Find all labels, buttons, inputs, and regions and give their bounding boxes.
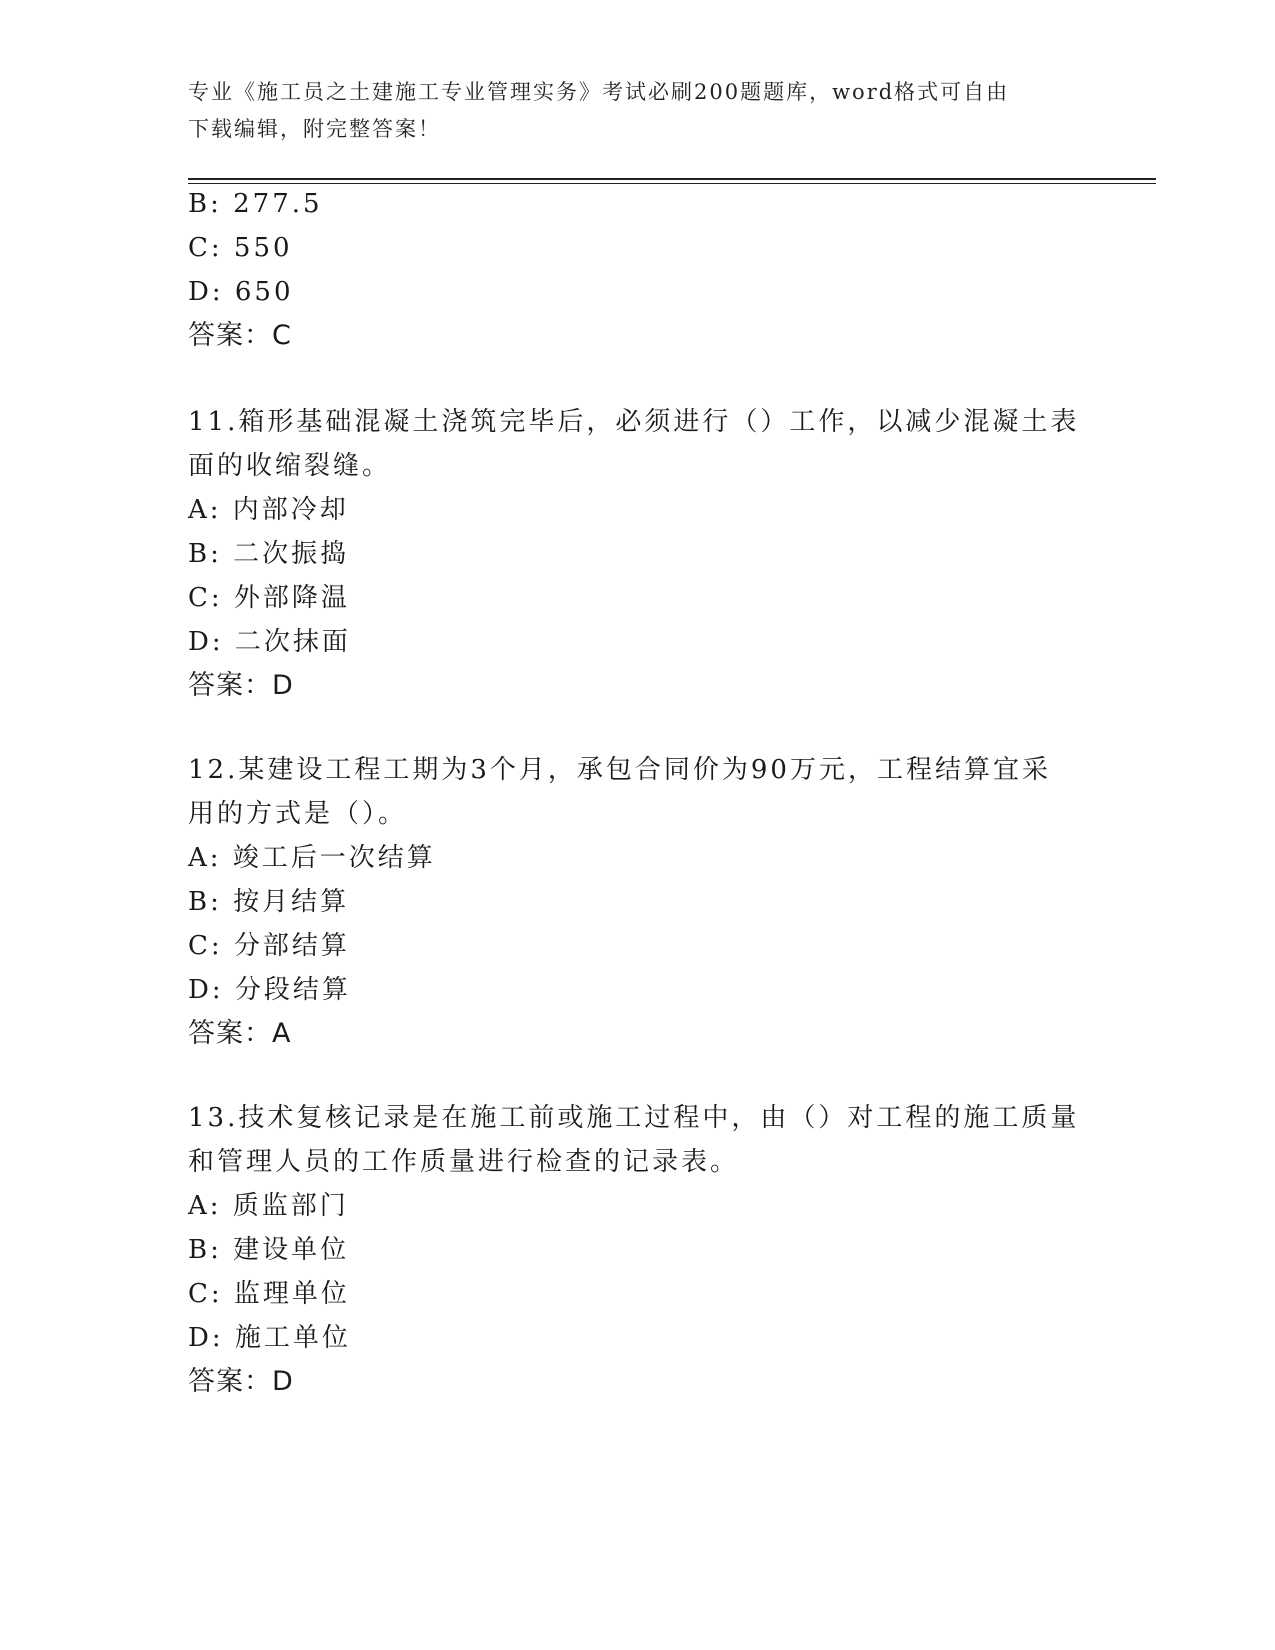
question-11-option-a: A: 内部冷却: [188, 495, 349, 525]
question-11-answer: 答案：D: [188, 670, 294, 701]
header-line-2: 下载编辑，附完整答案！: [188, 117, 441, 141]
question-11-line-1: 11.箱形基础混凝土浇筑完毕后，必须进行（）工作，以减少混凝土表: [188, 407, 1080, 437]
question-13-option-c: C: 监理单位: [188, 1279, 350, 1309]
question-11-line-2: 面的收缩裂缝。: [188, 451, 392, 481]
question-12-line-1: 12.某建设工程工期为3个月，承包合同价为90万元，工程结算宜采: [188, 755, 1051, 785]
header-divider-thin: [188, 183, 1156, 184]
question-12-option-c: C: 分部结算: [188, 931, 350, 961]
question-12-option-d: D: 分段结算: [188, 975, 351, 1005]
page-header: [188, 74, 1088, 148]
question-11-option-b: B: 二次振捣: [188, 539, 350, 569]
question-11-option-c: C: 外部降温: [188, 583, 350, 613]
question-13-option-b: B: 建设单位: [188, 1235, 350, 1265]
question-12-line-2: 用的方式是（）。: [188, 799, 408, 829]
question-13-line-2: 和管理人员的工作质量进行检查的记录表。: [188, 1147, 740, 1177]
header-divider: [188, 178, 1156, 180]
header-line-1: 专业《施工员之土建施工专业管理实务》考试必刷200题题库，word格式可自由: [188, 80, 1010, 104]
answer: 答案：C: [188, 320, 292, 351]
question-13-line-1: 13.技术复核记录是在施工前或施工过程中，由（）对工程的施工质量: [188, 1103, 1080, 1133]
option-d: D: 650: [188, 277, 294, 307]
question-12-answer: 答案：A: [188, 1018, 292, 1049]
question-11-option-d: D: 二次抹面: [188, 627, 351, 657]
question-13-option-d: D: 施工单位: [188, 1323, 351, 1353]
option-b: B: 277.5: [188, 189, 323, 219]
question-13-option-a: A: 质监部门: [188, 1191, 349, 1221]
question-13-answer: 答案：D: [188, 1366, 294, 1397]
option-c: C: 550: [188, 233, 293, 263]
question-12-option-b: B: 按月结算: [188, 887, 350, 917]
question-12-option-a: A: 竣工后一次结算: [188, 843, 436, 873]
